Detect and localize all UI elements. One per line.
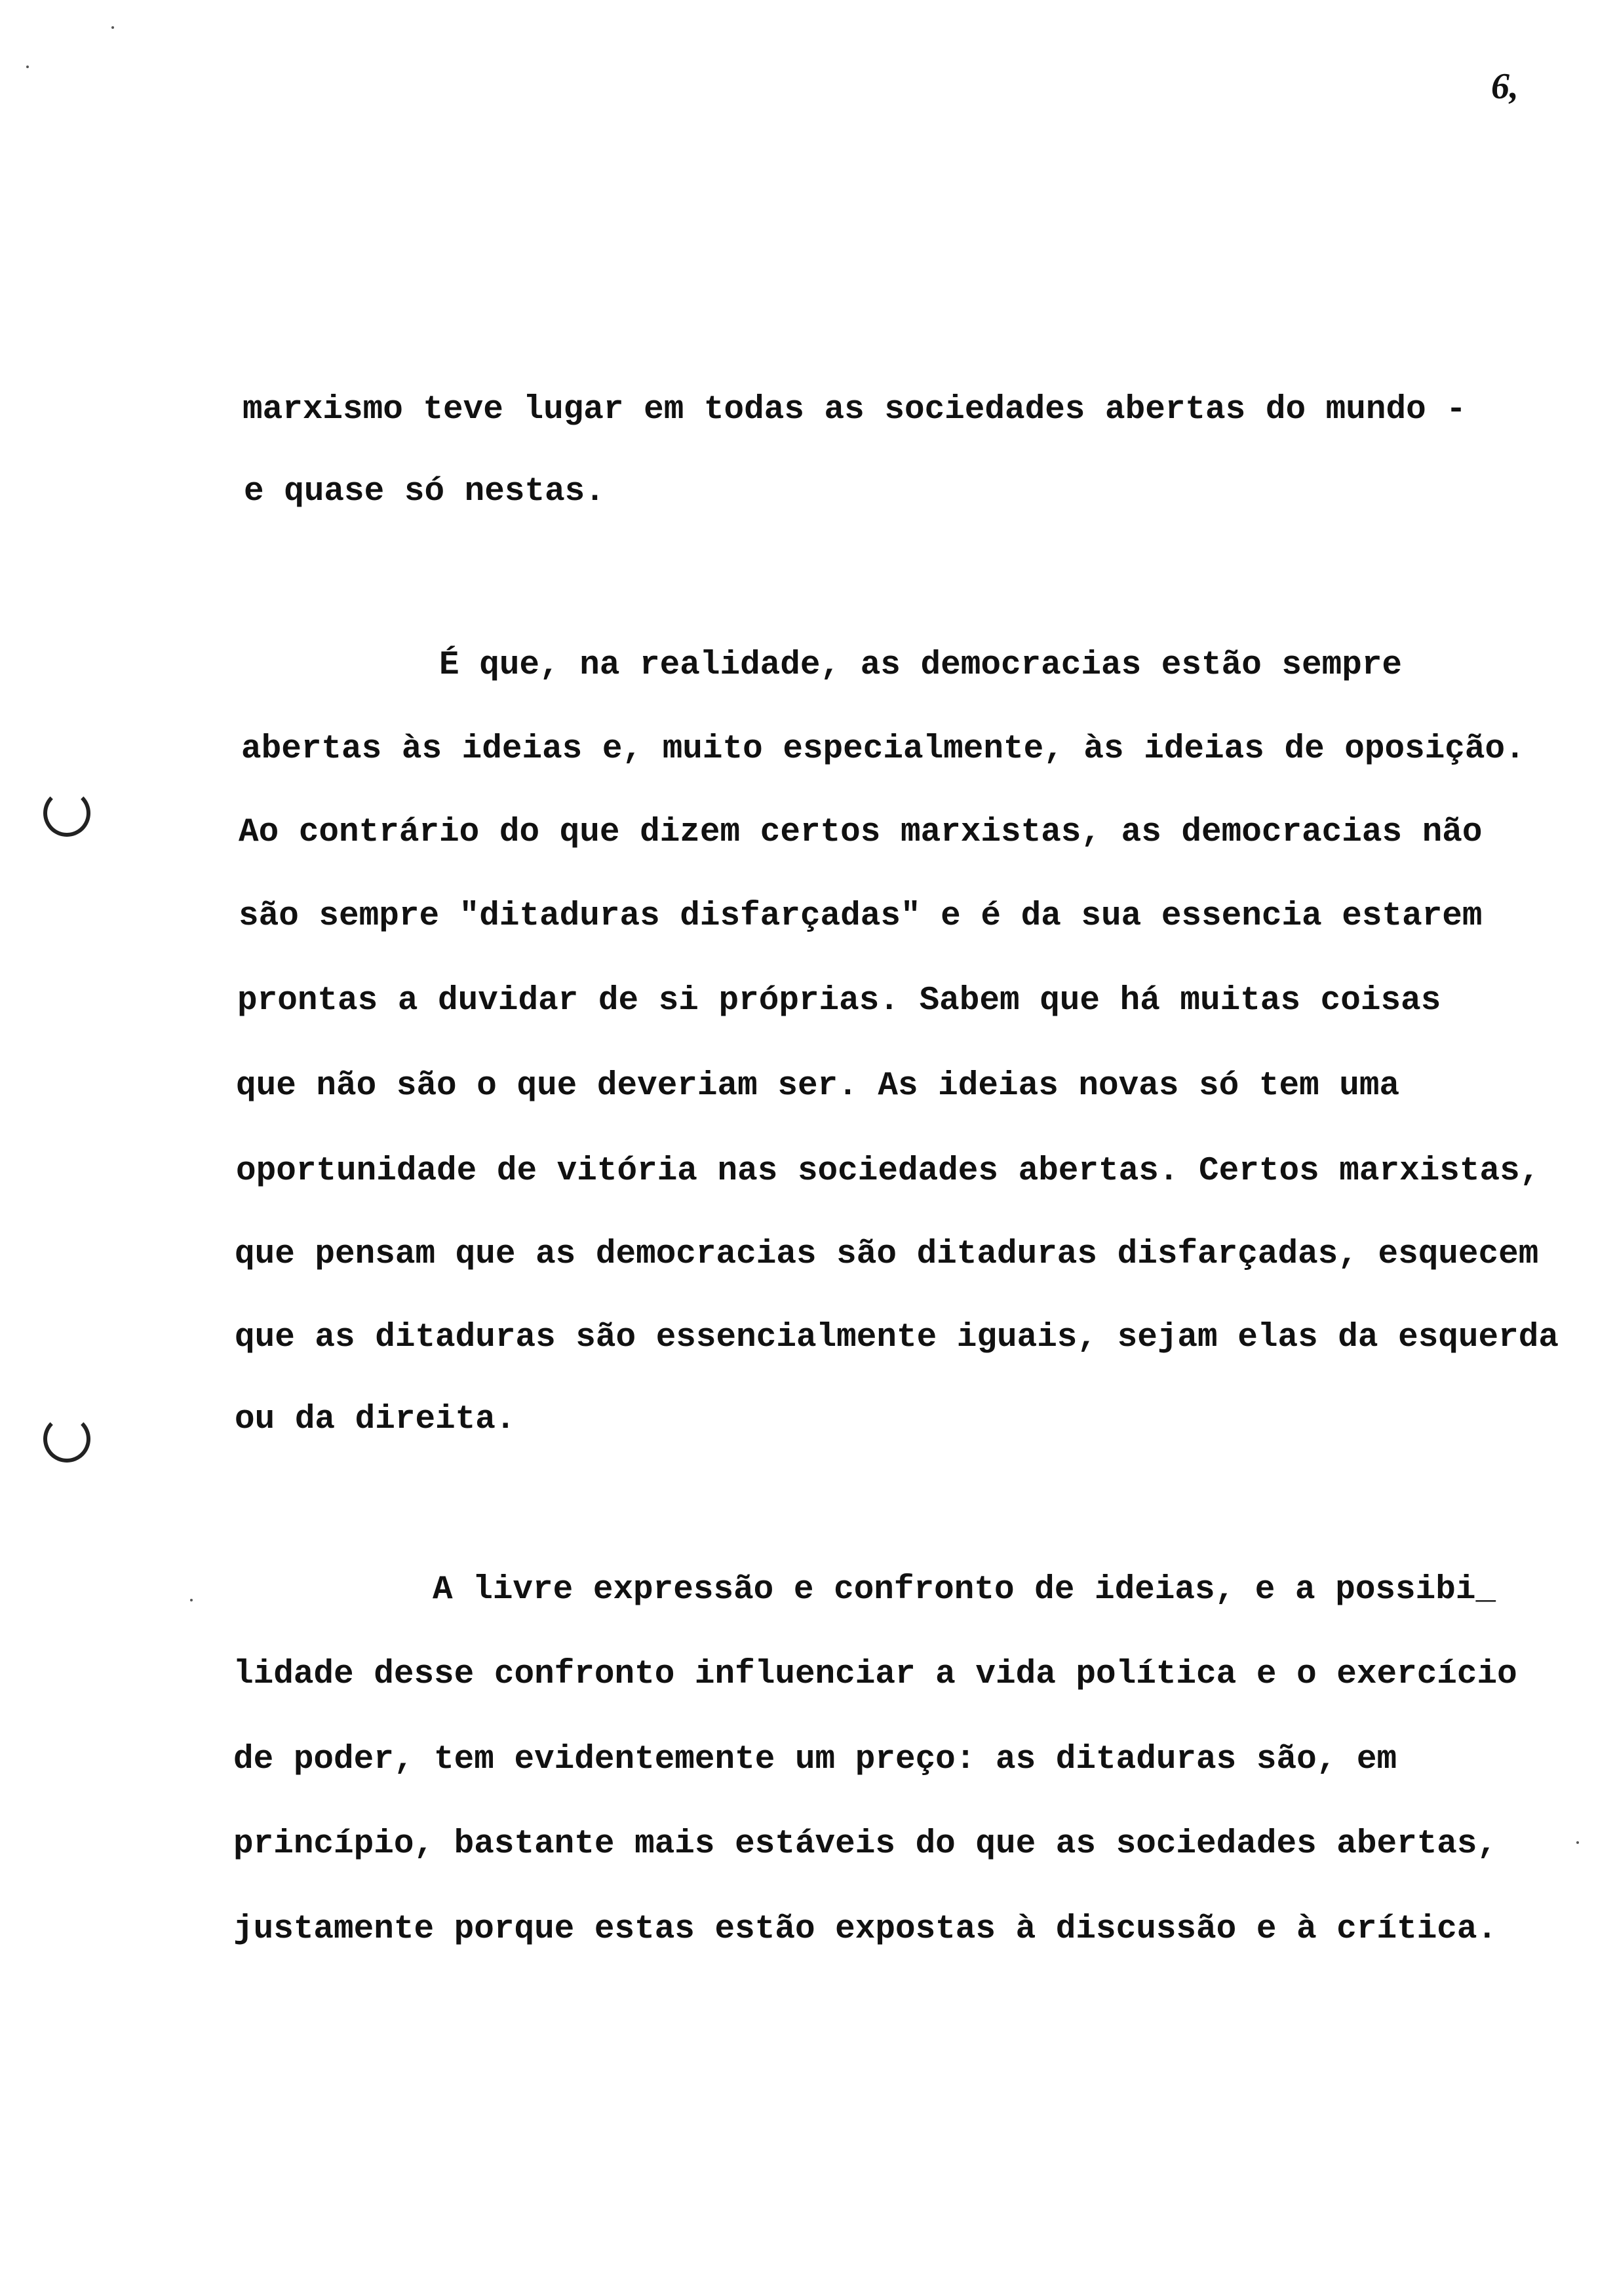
- text-line: princípio, bastante mais estáveis do que as sociedades abertas,: [233, 1826, 1498, 1863]
- punch-hole-mark: [43, 790, 90, 837]
- text-line: ou da direita.: [235, 1401, 516, 1438]
- text-line: lidade desse confronto influenciar a vida política e o exercício: [233, 1656, 1517, 1693]
- text-line: que as ditaduras são essencialmente iguais, sejam elas da esquerda: [235, 1319, 1559, 1356]
- text-line: A livre expressão e confronto de ideias, e a possibi_: [433, 1571, 1496, 1609]
- text-line: É que, na realidade, as democracias estão sempre: [439, 647, 1403, 684]
- speck: [26, 66, 29, 68]
- text-line: marxismo teve lugar em todas as sociedades abertas do mundo -: [243, 391, 1466, 429]
- speck: [190, 1599, 193, 1601]
- punch-hole-mark: [43, 1415, 90, 1463]
- text-line: abertas às ideias e, muito especialmente, às ideias de oposição.: [241, 731, 1525, 768]
- page-number: 6,: [1491, 66, 1519, 107]
- text-line: justamente porque estas estão expostas à discussão e à crítica.: [233, 1911, 1498, 1948]
- text-line: e quase só nestas.: [244, 473, 605, 510]
- text-line: oportunidade de vitória nas sociedades abertas. Certos marxistas,: [236, 1153, 1540, 1190]
- text-line: que não são o que deveriam ser. As ideias novas só tem uma: [236, 1067, 1400, 1105]
- text-line: são sempre "ditaduras disfarçadas" e é da sua essencia estarem: [239, 898, 1483, 935]
- text-line: prontas a duvidar de si próprias. Sabem que há muitas coisas: [237, 982, 1441, 1020]
- text-line: Ao contrário do que dizem certos marxistas, as democracias não: [239, 814, 1483, 851]
- text-line: que pensam que as democracias são ditaduras disfarçadas, esquecem: [235, 1236, 1539, 1273]
- speck: [1576, 1841, 1579, 1844]
- speck: [111, 26, 114, 29]
- text-line: de poder, tem evidentemente um preço: as ditaduras são, em: [233, 1741, 1397, 1778]
